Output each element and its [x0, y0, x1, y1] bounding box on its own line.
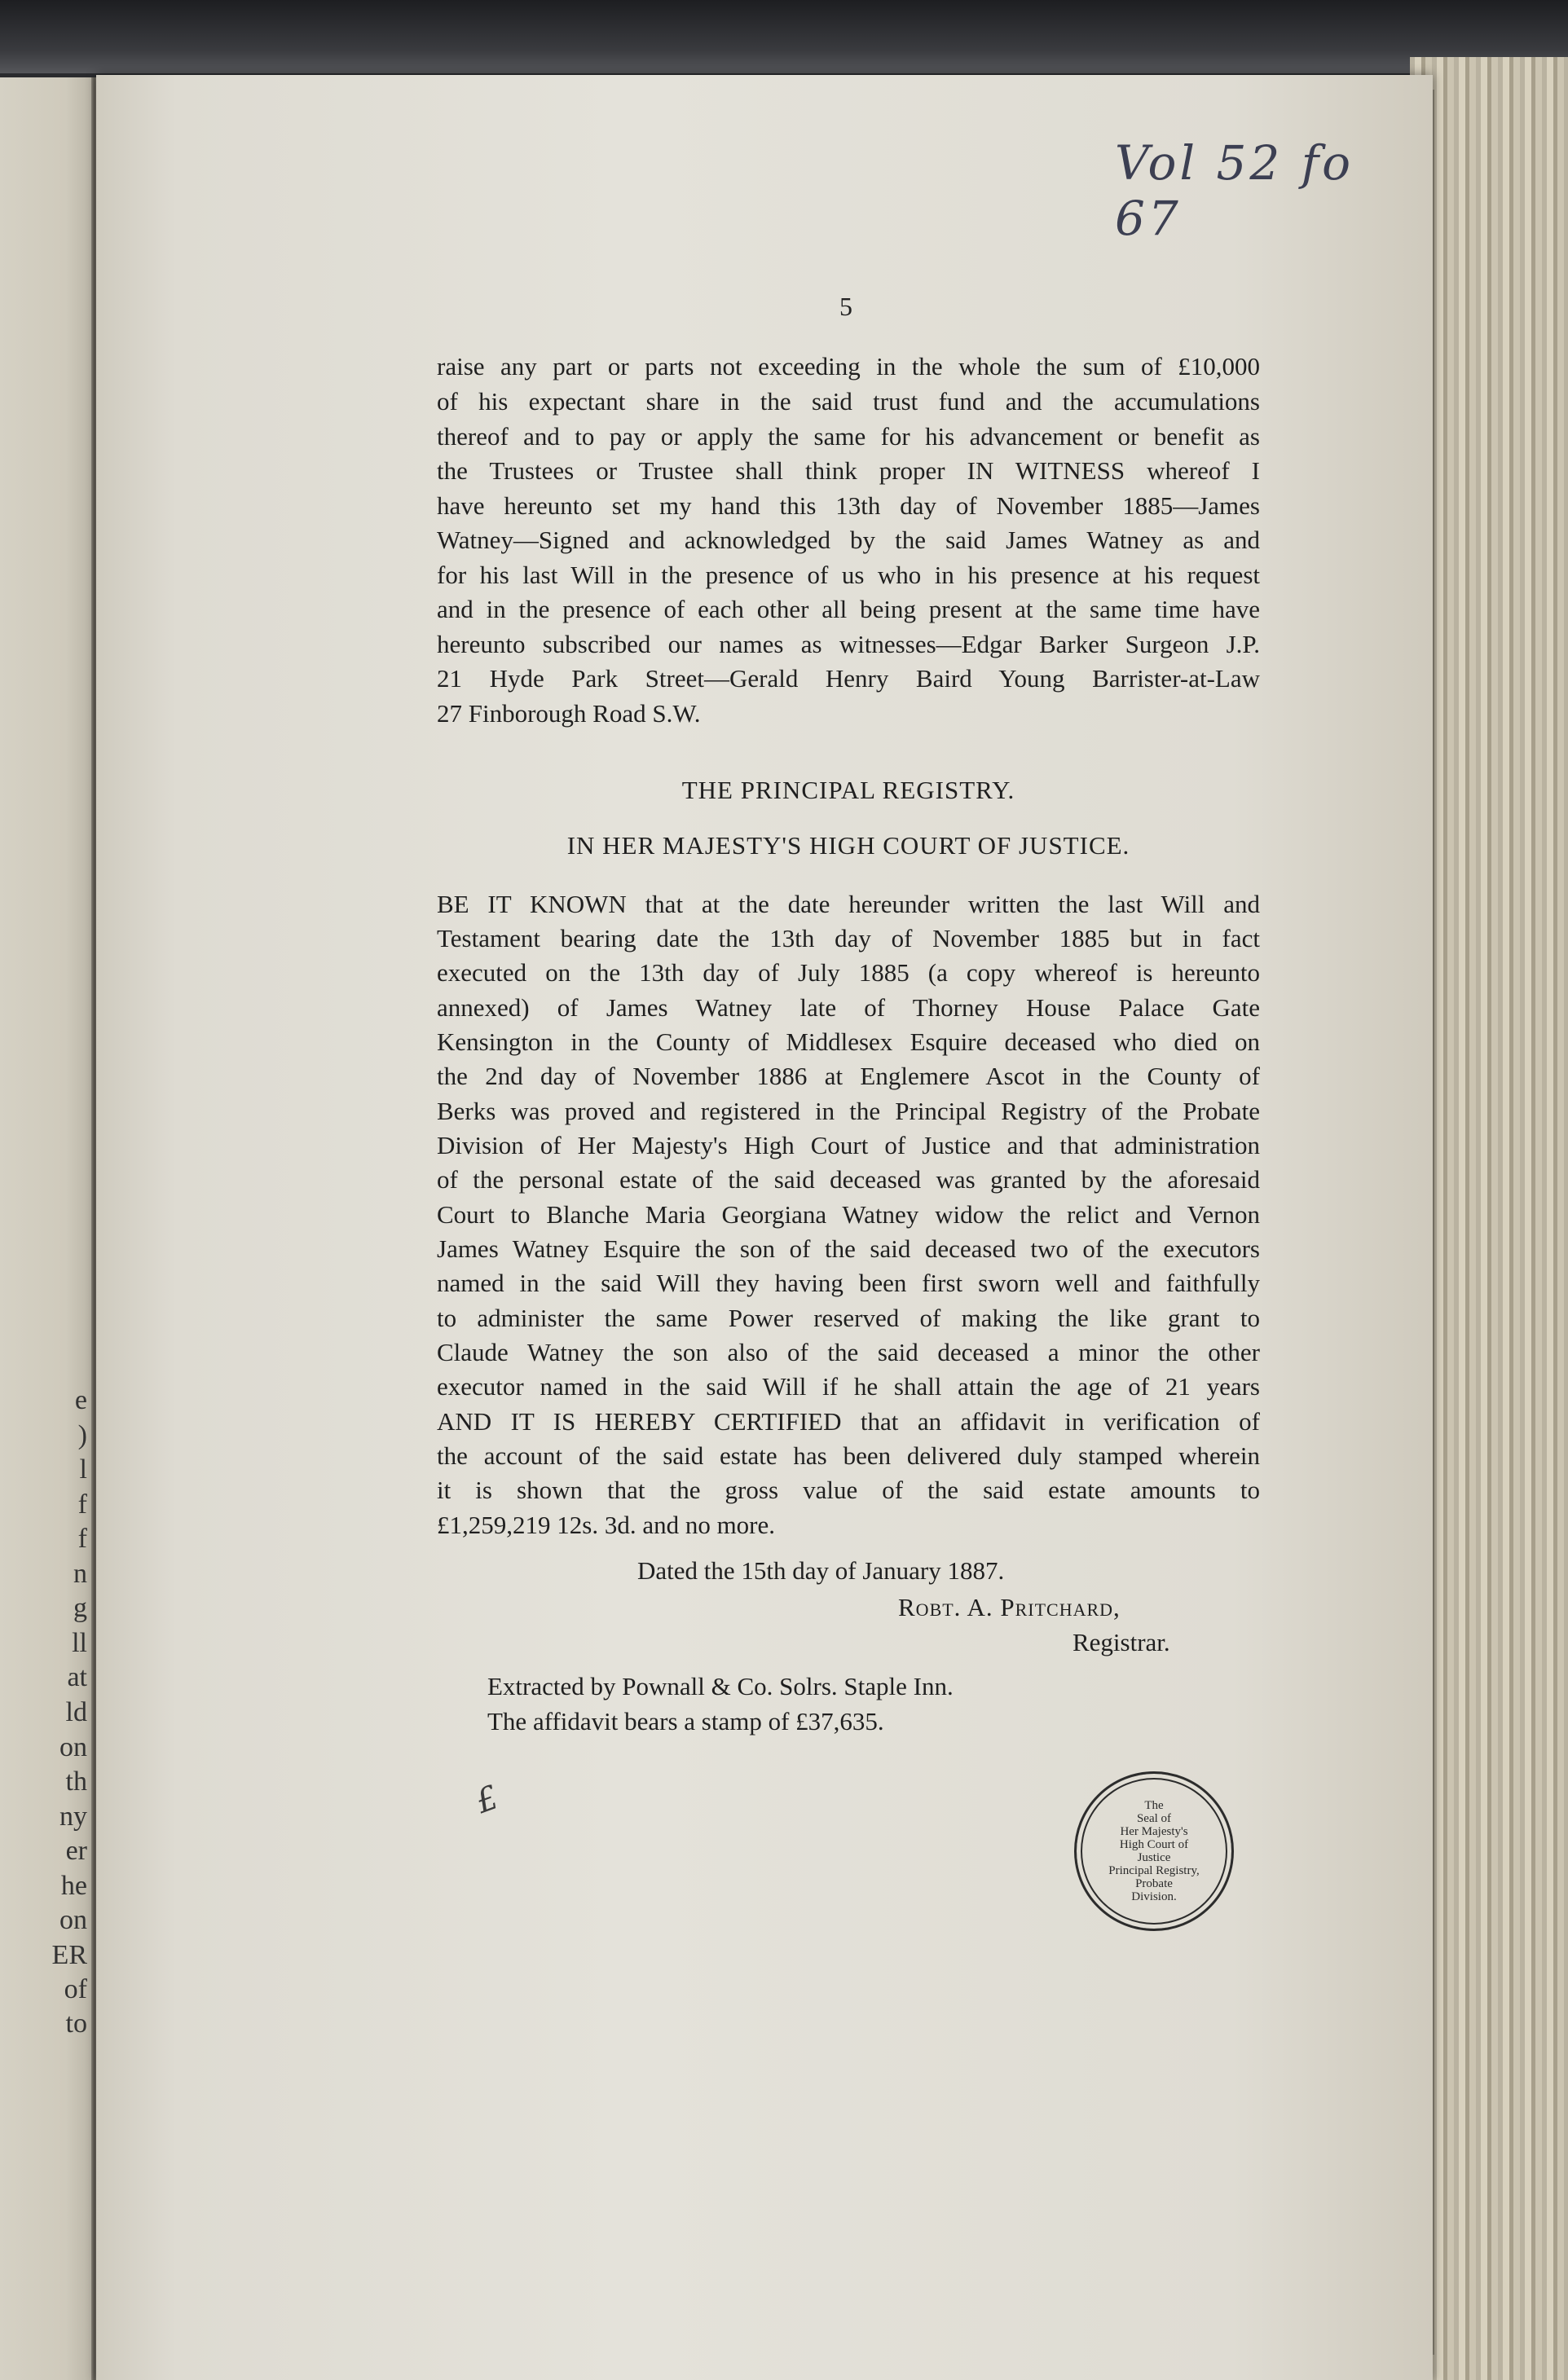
- will-line: 21 Hyde Park Street—Gerald Henry Baird Young Barrister-at-Law: [437, 664, 1260, 693]
- heading-principal-registry: THE PRINCIPAL REGISTRY.: [681, 776, 1015, 804]
- left-page-fragment: of: [64, 1974, 87, 2004]
- left-page-fragment: on: [59, 1732, 87, 1762]
- will-line: have hereunto set my hand this 13th day of November 1885—James: [437, 491, 1260, 520]
- extracted-by-note: Extracted by Pownall & Co. Solrs. Staple Inn.: [487, 1672, 954, 1700]
- grant-line: Berks was proved and registered in the Principal Registry of the Probate: [437, 1097, 1260, 1125]
- left-page-fragment: f: [77, 1489, 87, 1520]
- seal-text: Seal of: [1136, 1812, 1172, 1825]
- grant-line: AND IT IS HEREBY CERTIFIED that an affidavit in verification of: [437, 1407, 1260, 1436]
- left-page-fragment: he: [60, 1871, 87, 1901]
- grant-line: Division of Her Majesty's High Court of Justice and that administration: [437, 1131, 1260, 1159]
- grant-line: Testament bearing date the 13th day of November 1885 but in fact: [437, 924, 1260, 952]
- left-page-fragment: th: [65, 1766, 87, 1797]
- date-line: Dated the 15th day of January 1887.: [637, 1556, 1005, 1585]
- grant-line: BE IT KNOWN that at the date hereunder written the last Will and: [437, 890, 1260, 918]
- left-page-fragment: l: [79, 1454, 87, 1485]
- left-page-fragment: ER: [51, 1940, 87, 1970]
- grant-line: executor named in the said Will if he shall attain the age of 21 years: [437, 1372, 1260, 1401]
- left-page-fragment: to: [65, 2008, 87, 2039]
- grant-line: annexed) of James Watney late of Thorney House Palace Gate: [437, 993, 1260, 1022]
- seal-text: High Court of: [1119, 1838, 1189, 1851]
- will-line: and in the presence of each other all being present at the same time have: [437, 595, 1260, 623]
- left-page-fragment: on: [59, 1905, 87, 1935]
- registrar-name: Robt. A. Pritchard,: [898, 1593, 1121, 1621]
- will-line: hereunto subscribed our names as witnesses—Edgar Barker Surgeon J.P.: [437, 630, 1260, 658]
- grant-line: the account of the said estate has been delivered duly stamped wherein: [437, 1441, 1260, 1470]
- grant-line: Kensington in the County of Middlesex Esquire deceased who died on: [437, 1027, 1260, 1056]
- left-page-fragment: e: [74, 1385, 87, 1415]
- will-line: 27 Finborough Road S.W.: [437, 699, 701, 728]
- handwritten-reference: Vol 52 fo 67: [1115, 135, 1354, 246]
- left-page-fragment: ld: [65, 1697, 87, 1727]
- will-line: raise any part or parts not exceeding in the whole the sum of £10,000: [437, 352, 1260, 381]
- left-page-fragment: ny: [59, 1801, 87, 1832]
- seal-text: The: [1144, 1799, 1164, 1812]
- left-page-fragment: ll: [72, 1628, 87, 1658]
- grant-line: £1,259,219 12s. 3d. and no more.: [437, 1511, 776, 1539]
- seal-text: Her Majesty's: [1120, 1825, 1188, 1838]
- grant-line: executed on the 13th day of July 1885 (a copy whereof is hereunto: [437, 958, 1260, 987]
- grant-line: Court to Blanche Maria Georgiana Watney widow the relict and Vernon: [437, 1200, 1260, 1229]
- court-seal-stamp: [1074, 1771, 1234, 1931]
- grant-line: Claude Watney the son also of the said deceased a minor the other: [437, 1338, 1260, 1366]
- seal-text: Principal Registry,: [1108, 1864, 1200, 1877]
- left-page-fragment: f: [77, 1524, 87, 1554]
- grant-line: the 2nd day of November 1886 at Englemere Ascot in the County of: [437, 1062, 1260, 1090]
- left-page-fragment: n: [73, 1559, 87, 1589]
- facing-page-left: [0, 77, 94, 2380]
- grant-line: of the personal estate of the said deceased was granted by the aforesaid: [437, 1165, 1260, 1194]
- handwritten-margin-mark: £: [470, 1779, 504, 1821]
- will-line: Watney—Signed and acknowledged by the said James Watney as and: [437, 526, 1260, 554]
- grant-line: to administer the same Power reserved of making the like grant to: [437, 1304, 1260, 1332]
- left-page-fragment: ): [77, 1420, 87, 1450]
- page-number: 5: [839, 292, 852, 321]
- left-page-fragment: er: [65, 1836, 87, 1866]
- affidavit-stamp-note: The affidavit bears a stamp of £37,635.: [487, 1707, 884, 1736]
- seal-text: Division.: [1131, 1890, 1177, 1903]
- heading-high-court: IN HER MAJESTY'S HIGH COURT OF JUSTICE.: [566, 831, 1130, 860]
- binding-top-edge: [0, 0, 1568, 73]
- will-line: for his last Will in the presence of us who in his presence at his request: [437, 561, 1260, 589]
- registrar-title: Registrar.: [1072, 1628, 1170, 1656]
- grant-line: it is shown that the gross value of the said estate amounts to: [437, 1476, 1260, 1504]
- grant-line: James Watney Esquire the son of the said deceased two of the executors: [437, 1234, 1260, 1263]
- left-page-fragment: at: [67, 1662, 87, 1692]
- will-line: of his expectant share in the said trust fund and the accumulations: [437, 387, 1260, 416]
- left-page-fragment: g: [73, 1593, 87, 1623]
- grant-line: named in the said Will they having been first sworn well and faithfully: [437, 1269, 1260, 1297]
- seal-text: Probate: [1135, 1877, 1173, 1890]
- will-line: thereof and to pay or apply the same for his advancement or benefit as: [437, 422, 1260, 451]
- seal-text: Justice: [1137, 1851, 1171, 1864]
- will-line: the Trustees or Trustee shall think proper IN WITNESS whereof I: [437, 456, 1260, 485]
